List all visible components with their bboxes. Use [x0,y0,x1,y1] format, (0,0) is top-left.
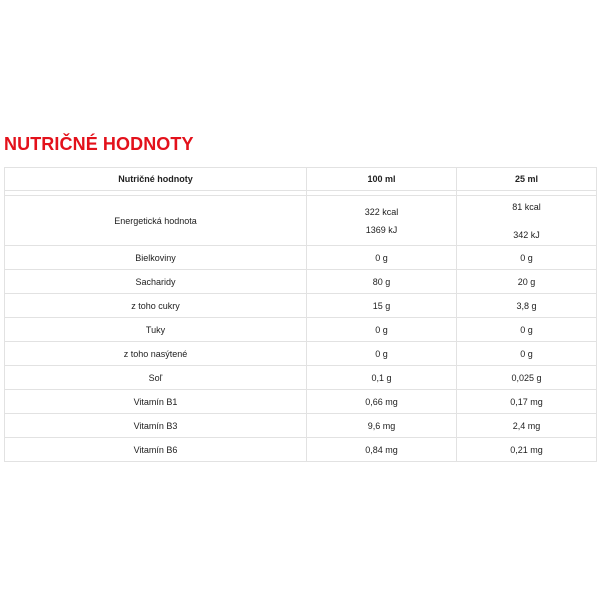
value-25ml: 0,17 mg [457,390,597,414]
energy-kcal-100ml: 322 kcal [364,206,399,217]
value-25ml: 0 g [457,246,597,270]
nutrition-table [4,167,597,462]
value-100ml: 9,6 mg [307,414,457,438]
value-25ml: 3,8 g [457,294,597,318]
value-25ml: 2,4 mg [457,414,597,438]
table-row [5,294,597,318]
nutrient-label: z toho cukry [5,294,307,318]
energy-kj-100ml: 1369 kJ [365,224,398,235]
table-row [5,318,597,342]
page-title: NUTRIČNÉ HODNOTY [4,134,194,154]
value-25ml: 0 g [457,318,597,342]
nutrient-label: Vitamín B6 [5,438,307,462]
value-25ml: 0,025 g [457,366,597,390]
table-row [5,438,597,462]
column-header-nutrient: Nutričné hodnoty [5,168,307,191]
value-25ml: 20 g [457,270,597,294]
value-100ml: 0,66 mg [307,390,457,414]
value-100ml [307,196,457,246]
value-25ml: 0,21 mg [457,438,597,462]
value-100ml: 0 g [307,318,457,342]
column-header-100ml: 100 ml [307,168,457,191]
table-row [5,246,597,270]
column-header-25ml: 25 ml [457,168,597,191]
table-row-energy [5,196,597,246]
nutrient-rows [5,246,597,462]
nutrient-label: Tuky [5,318,307,342]
value-100ml: 80 g [307,270,457,294]
nutrient-label: Vitamín B1 [5,390,307,414]
table-row [5,270,597,294]
value-25ml [457,196,597,246]
value-100ml: 0,1 g [307,366,457,390]
value-100ml: 0,84 mg [307,438,457,462]
value-100ml: 0 g [307,246,457,270]
table-row [5,342,597,366]
table-row [5,414,597,438]
nutrient-label: Vitamín B3 [5,414,307,438]
value-100ml: 15 g [307,294,457,318]
energy-kcal-25ml: 81 kcal [512,201,541,212]
nutrient-label: Bielkoviny [5,246,307,270]
nutrient-label: Energetická hodnota [5,196,307,246]
value-25ml: 0 g [457,342,597,366]
table-header-row [5,168,597,191]
nutrient-label: Sacharidy [5,270,307,294]
energy-kj-25ml: 342 kJ [513,229,540,240]
value-100ml: 0 g [307,342,457,366]
nutrient-label: Soľ [5,366,307,390]
table-row [5,366,597,390]
nutrient-label: z toho nasýtené [5,342,307,366]
table-row [5,390,597,414]
